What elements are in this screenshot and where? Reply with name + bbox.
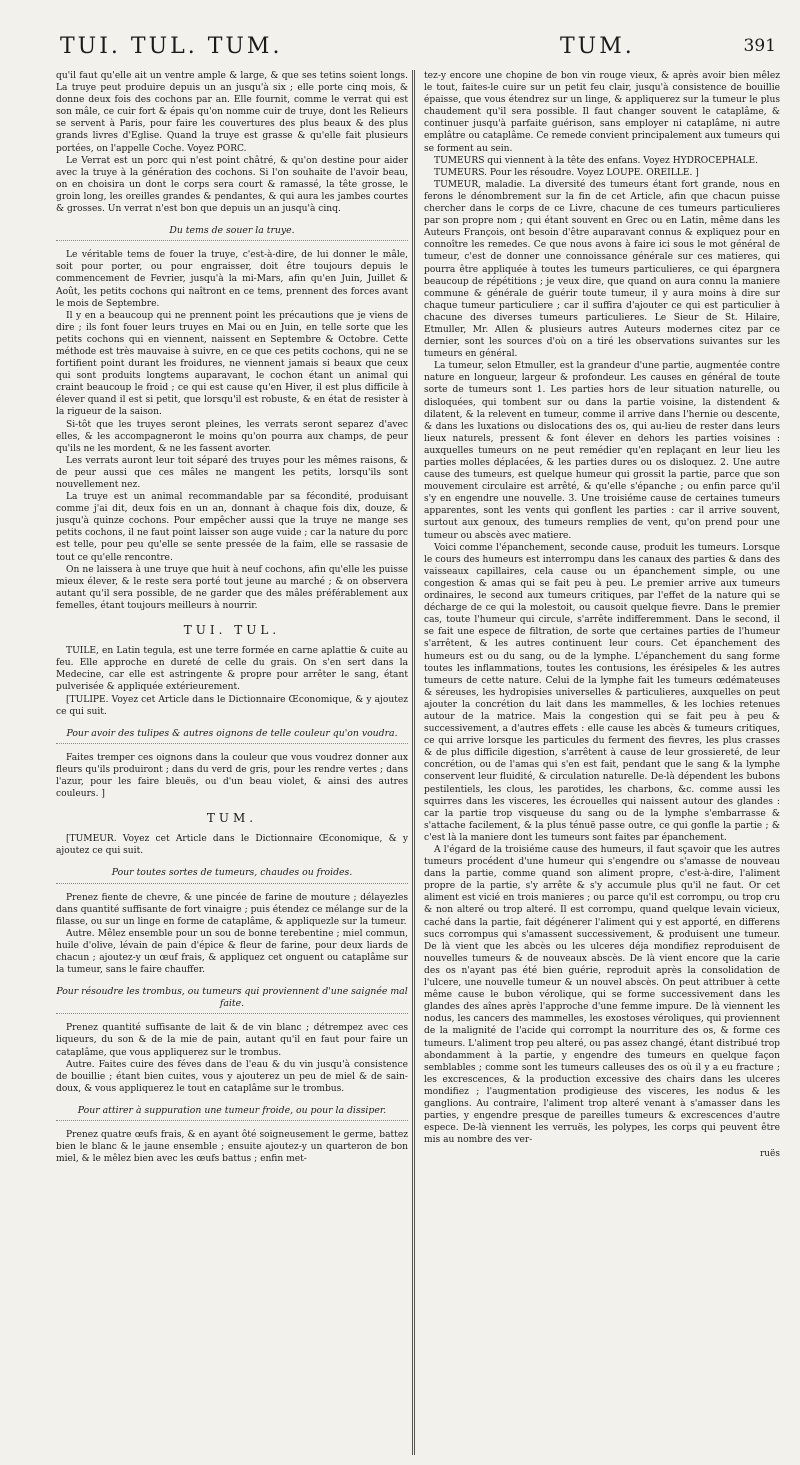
- paragraph: Les verrats auront leur toit séparé des truyes pour les mêmes raisons, & de peur aussi que ces mâles ne mangent les petits, lorsqu'ils sont nouvellement nez.: [56, 455, 408, 490]
- paragraph: A l'égard de la troisiéme cause des humeurs, il faut sçavoir que les autres tumeurs procédent d'une humeur qui s'engendre ou s'amasse de nouveau dans la partie, comme quand son aliment propre, c'est-à-dire, l'aliment propre de la partie, s'y arrête & s'y accumule plus qu'il ne faut. Or cet aliment est vicié en trois manieres ; ou parce qu'il est corrompu, ou trop cru & non alteré ou trop alteré. Il est corrompu, quand quelque levain vicieux, caché dans la partie, fait dégénerer l'aliment qui y est apporté, en differens sucs corrompus qui s'amassent successivement, & produisent une tumeur. De là vient que les abcès ou les ulceres déja mondifiez reproduisent de nouvelles tumeurs & de nouveaux abscès. De là vient encore que la carie des os n'ayant pas été bien guérie, reproduit après la consolidation de l'ulcere, une nouvelle tumeur & un nouvel abscès. On peut attribuer à cette même cause le bubon vérolique, qui se forme successivement dans les glandes des aînes après l'approche d'une femme impure. De là viennent les nodus, les cancers des mammelles, les exostoses véroliques, qui proviennent de la malignité de l'acide qui corrompt la nourriture des os, & forme ces tumeurs. L'aliment trop peu alteré, ou pas assez changé, étant distribué trop abondamment à la partie, y engendre des tumeurs en quelque façon semblables ; comme sont les tumeurs calleuses des os où il y a eu fracture ; les excrescences, & la production excessive des chairs dans les ulceres mondifiez ; l'augmentation prodigieuse des visceres, les nodus & les ganglions. Au contraire, l'aliment trop alteré venant à s'amasser dans les parties, y engendre presque de pareilles tumeurs & excrescences d'autre espece. De-là viennent les verruës, les polypes, les corps qui peuvent être mis au nombre des ver-: [424, 845, 780, 1146]
- entry-tuile: TUILE, en Latin tegula, est une terre formée en carne aplattie & cuite au feu. Elle approche en dureté de celle du grais. On s'en sert dans la Medecine, car elle est astringente & propre pour arrêter le sang, étant pulverisée & appliquée extérieurement.: [56, 646, 408, 693]
- paragraph: Il y en a beaucoup qui ne prennent point les précautions que je viens de dire ; ils font fouer leurs truyes en Mai ou en Juin, en telle sorte que les petits cochons qui en viennent, naissent en Septembre & Octobre. Cette méthode est très mauvaise à suivre, en ce que ces petits cochons, qui ne se fortifient point durant les froidures, ne viennent jamais si beaux que ceux qui sont produits longtems auparavant, le cochon étant un animal qui craint beaucoup le froid ; ce qui est cause qu'en Hiver, il est plus difficile à élever quand il est si petit, que lorsqu'il est robuste, & en état de resister à la rigueur de la saison.: [56, 310, 408, 418]
- two-column-body: [56, 70, 780, 1455]
- subheading: Pour toutes sortes de tumeurs, chaudes ou froides.: [56, 867, 408, 883]
- paragraph: La truye est un animal recommandable par sa fécondité, produisant comme j'ai dit, deux fois en un an, donnant à chaque fois dix, douze, & jusqu'à quinze cochons. Pour empêcher aussi que la truye ne mange ses petits cochons, il ne faut point laisser son auge vuide ; car la nature du porc est telle, pour peu qu'elle se sente pressée de la faim, elle se rassasie de tout ce qu'elle rencontre.: [56, 492, 408, 563]
- paragraph: La tumeur, selon Etmuller, est la grandeur d'une partie, augmentée contre nature en longueur, largeur & profondeur. Les causes en général de toute sorte de tumeurs sont 1. Les parties hors de leur situation naturelle, ou disloquées, qui tombent sur ou dans la partie voisine, la distendent & dilatent, & la relevent en tumeur, comme il arrive dans l'hernie ou descente, & dans les luxations ou dislocations des os, qui au-lieu de rester dans leurs lieux naturels, pressent & font élever en dehors les parties voisines : auxquelles tumeurs on ne peut remédier qu'en replaçant en leur lieu les parties molles déplacées, & les parties dures ou os disloquez. 2. Une autre cause des tumeurs, est quelque humeur qui grossit la partie, parce que son mouvement circulaire est arrêté, & qu'elle s'épanche ; ou enfin parce qu'il s'y en engendre une nouvelle. 3. Une troisiéme cause de certaines tumeurs apparentes, sont les vents qui gonflent les parties : car il arrive souvent, surtout aux genoux, des tumeurs remplies de vent, qu'on prend pour une tumeur ou abscès avec matiere.: [424, 361, 780, 541]
- column-divider: [412, 70, 415, 1455]
- page-number: 391: [743, 36, 776, 56]
- header-right-title: TUM.: [560, 34, 635, 59]
- paragraph: Faites tremper ces oignons dans la couleur que vous voudrez donner aux fleurs qu'ils produiront ; dans du verd de gris, pour les rendre vertes ; dans l'azur, pour les faire bleuës, ou d'un beau violet, & ainsi des autres couleurs. ]: [56, 752, 408, 800]
- section-heading-tum: TUM.: [206, 811, 258, 826]
- entry-tumeur-maladie: TUMEUR, maladie. La diversité des tumeurs étant fort grande, nous en ferons le dénombrement sur la fin de cet Article, afin que chacun puisse chercher dans le corps de ce Livre, chacune de ces tumeurs particulieres par son propre nom ; qui étant souvent en Grec ou en Latin, même dans les Auteurs François, ont besoin d'être auparavant connus & expliquez pour en connoître les remedes. Ce que nous avons à faire ici sous le mot général de tumeur, c'est de donner une connoissance générale sur ces matieres, qui pourra être appliquée à toutes les tumeurs particulieres, ce qui épargnera beaucoup de répétitions ; je veux dire, que quand on aura connu la maniere commune & générale de guérir toute tumeur, il y aura moins à dire sur chaque tumeur particuliere ; car il suffira d'ajouter ce qui est particulier à chacune des diverses tumeurs particulieres. Le Sieur de St. Hilaire, Etmuller, Mr. Allen & plusieurs autres Auteurs modernes citez par ce dernier, sont les sources d'où on a tiré les observations suivantes sur les tumeurs en général.: [424, 179, 780, 360]
- paragraph: tez-y encore une chopine de bon vin rouge vieux, & après avoir bien mêlez le tout, faites-le cuire sur un petit feu clair, jusqu'à consistence de bouillie épaisse, que vous étendrez sur un linge, & appliquerez sur la tumeur le plus chaudement qu'il sera possible. Il faut changer souvent le cataplâme, & continuer jusqu'à parfaite guérison, sans employer ni cataplâme, ni autre emplâtre ou cataplâme. Ce remede convient principalement aux tumeurs qui se forment au sein.: [424, 71, 780, 154]
- paragraph: Autre. Mêlez ensemble pour un sou de bonne terebentine ; miel commun, huile d'olive, lévain de pain d'épice & fleur de farine, pour deux liards de chacun ; ajoutez-y un œuf frais, & appliquez cet onguent ou cataplâme sur la tumeur, sans le faire chauffer.: [56, 928, 408, 976]
- subheading: Pour avoir des tulipes & autres oignons de telle couleur qu'on voudra.: [56, 728, 408, 744]
- paragraph: Si-tôt que les truyes seront pleines, les verrats seront separez d'avec elles, & les accompagneront le moins qu'on pourra aux champs, de peur qu'ils ne les mordent, & ne les fassent avorter.: [56, 419, 408, 454]
- left-column: [56, 70, 408, 1455]
- subheading: Du tems de souer la truye.: [56, 225, 408, 241]
- header-left-title: TUI. TUL. TUM.: [60, 34, 283, 59]
- paragraph: Le véritable tems de fouer la truye, c'est-à-dire, de lui donner le mâle, soit pour porter, ou pour engraisser, doit être toujours depuis le commencement de Fevrier, jusqu'à la mi-Mars, afin qu'en Juin, Juillet & Août, les petits cochons qui naîtront en ce tems, prennent des forces avant le mois de Septembre.: [56, 250, 408, 309]
- entry-tumeur: [TUMEUR. Voyez cet Article dans le Dictionnaire Œconomique, & y ajoutez ce qui suit.: [56, 834, 408, 857]
- paragraph: Autre. Faites cuire des féves dans de l'eau & du vin jusqu'à consistence de bouillie ; étant bien cuites, vous y ajouterez un peu de miel & de sain-doux, & vous appliquerez le tout en cataplâme sur le trombus.: [56, 1059, 408, 1094]
- paragraph: Prenez fiente de chevre, & une pincée de farine de mouture ; délayezles dans quantité suffisante de fort vinaigre ; puis étendez ce mélange sur de la filasse, ou sur un linge en forme de cataplâme, & appliquezle sur la tumeur.: [56, 892, 408, 927]
- catchword: ruës: [759, 1149, 780, 1160]
- paragraph: Le Verrat est un porc qui n'est point châtré, & qu'on destine pour aider avec la truye à la génération des cochons. Si l'on souhaite de l'avoir beau, on en choisira un dont le corps sera court & ramassé, la tête grosse, le groin long, les oreilles grandes & pendantes, & qui aura les jambes courtes & grosses. Un verrat n'est bon que depuis un an jusqu'à cinq.: [56, 155, 408, 215]
- subheading: Pour résoudre les trombus, ou tumeurs qui proviennent d'une saignée mal faite.: [56, 986, 408, 1014]
- entry-tumeurs-resoudre: TUMEURS. Pour les résoudre. Voyez LOUPE. OREILLE. ]: [434, 167, 699, 178]
- paragraph: qu'il faut qu'elle ait un ventre ample & large, & que ses tetins soient longs. La truye peut produire depuis un an jusqu'à six ; elle porte cinq mois, & donne deux fois des cochons par an. Elle fournit, comme le verrat qui est son mâle, ce cuir fort & épais qu'on nomme cuir de truye, dont les Relieurs se servent à Paris, pour faire les couvertures des plus beaux & des plus grands livres d'Eglise. Quand la truye est grasse & qu'elle fait plusieurs portées, on l'appelle Coche. Voyez PORC.: [56, 71, 408, 154]
- paragraph: Voici comme l'épanchement, seconde cause, produit les tumeurs. Lorsque le cours des humeurs est interrompu dans les canaux des parties & dans des vaisseaux capillaires, cela cause ou un épanchement simple, ou une congestion & amas qui se fait peu à peu. Le premier arrive aux tumeurs ordinaires, le second aux tumeurs critiques, par l'effet de la nature qui se décharge de ce qui la molestoit, ou causoit quelque fievre. Dans le premier cas, toute l'humeur qui circule, s'arrête indifferemment. Dans le second, il se fait une espece de filtration, de sorte que certaines parties de l'humeur s'arrêtent, & les autres continuent leur cours. Cet épanchement des humeurs est ou du sang, ou de la lymphe. L'épanchement du sang forme toutes les inflammations, toutes les contusions, les érésipeles & les autres tumeurs de cette nature. Celui de la lymphe fait les tumeurs œdémateuses & séreuses, les hydropisies universelles & particulieres, auxquelles on peut ajouter la concrétion du lait dans les mammelles, & les lochies retenues autour de la matrice. Mais la congestion qui se fait peu à peu & successivement, a d'autres effets : elle cause les abcès & tumeurs critiques, ce qui arrive lorsque les particules du ferment des fievres, les plus crasses & de plus difficile digestion, s'arrêtent à cause de leur grossiereté, de leur concrétion, ou de l'amas qui s'en est fait, pendant que le sang & la lymphe conservent leur fluidité, & circulation naturelle. De-là dépendent les bubons pestilentiels, les clous, les parotides, les charbons, &c. comme aussi les squirres dans les visceres, les écrouelles qui naissent autour des glandes : car la partie trop visqueuse du sang ou de la lymphe s'embarrasse & s'attache facilement, & la plus ténuë passe outre, ce qui gonfle la partie ; & c'est là la maniere dont les tumeurs sont faites par épanchement.: [424, 542, 780, 843]
- subheading: Pour attirer à suppuration une tumeur froide, ou pour la dissiper.: [56, 1105, 408, 1121]
- paragraph: Prenez quatre œufs frais, & en ayant ôté soigneusement le germe, battez bien le blanc & le jaune ensemble ; ensuite ajoutez-y un quarteron de bon miel, & le mêlez bien avec les œufs battus ; enfin met-: [56, 1130, 408, 1165]
- paragraph: On ne laissera à une truye que huit à neuf cochons, afin qu'elle les puisse mieux élever, & le reste sera porté tout jeune au marché ; & on observera autant qu'il sera possible, de ne garder que des mâles préférablement aux femelles, étant toujours meilleurs à nourrir.: [56, 564, 408, 611]
- paragraph: Prenez quantité suffisante de lait & de vin blanc ; détrempez avec ces liqueurs, du son & de la mie de pain, autant qu'il en faut pour faire un cataplâme, que vous appliquerez sur le trombus.: [56, 1023, 408, 1058]
- section-heading-tui-tul: TUI. TUL.: [183, 623, 281, 638]
- entry-tumeurs-enfans: TUMEURS qui viennent à la tête des enfans. Voyez HYDROCEPHALE.: [434, 155, 759, 166]
- running-header: [56, 18, 780, 70]
- entry-tulipe: [TULIPE. Voyez cet Article dans le Dictionnaire Œconomique, & y ajoutez ce qui suit.: [56, 694, 408, 717]
- right-column: [424, 70, 780, 1455]
